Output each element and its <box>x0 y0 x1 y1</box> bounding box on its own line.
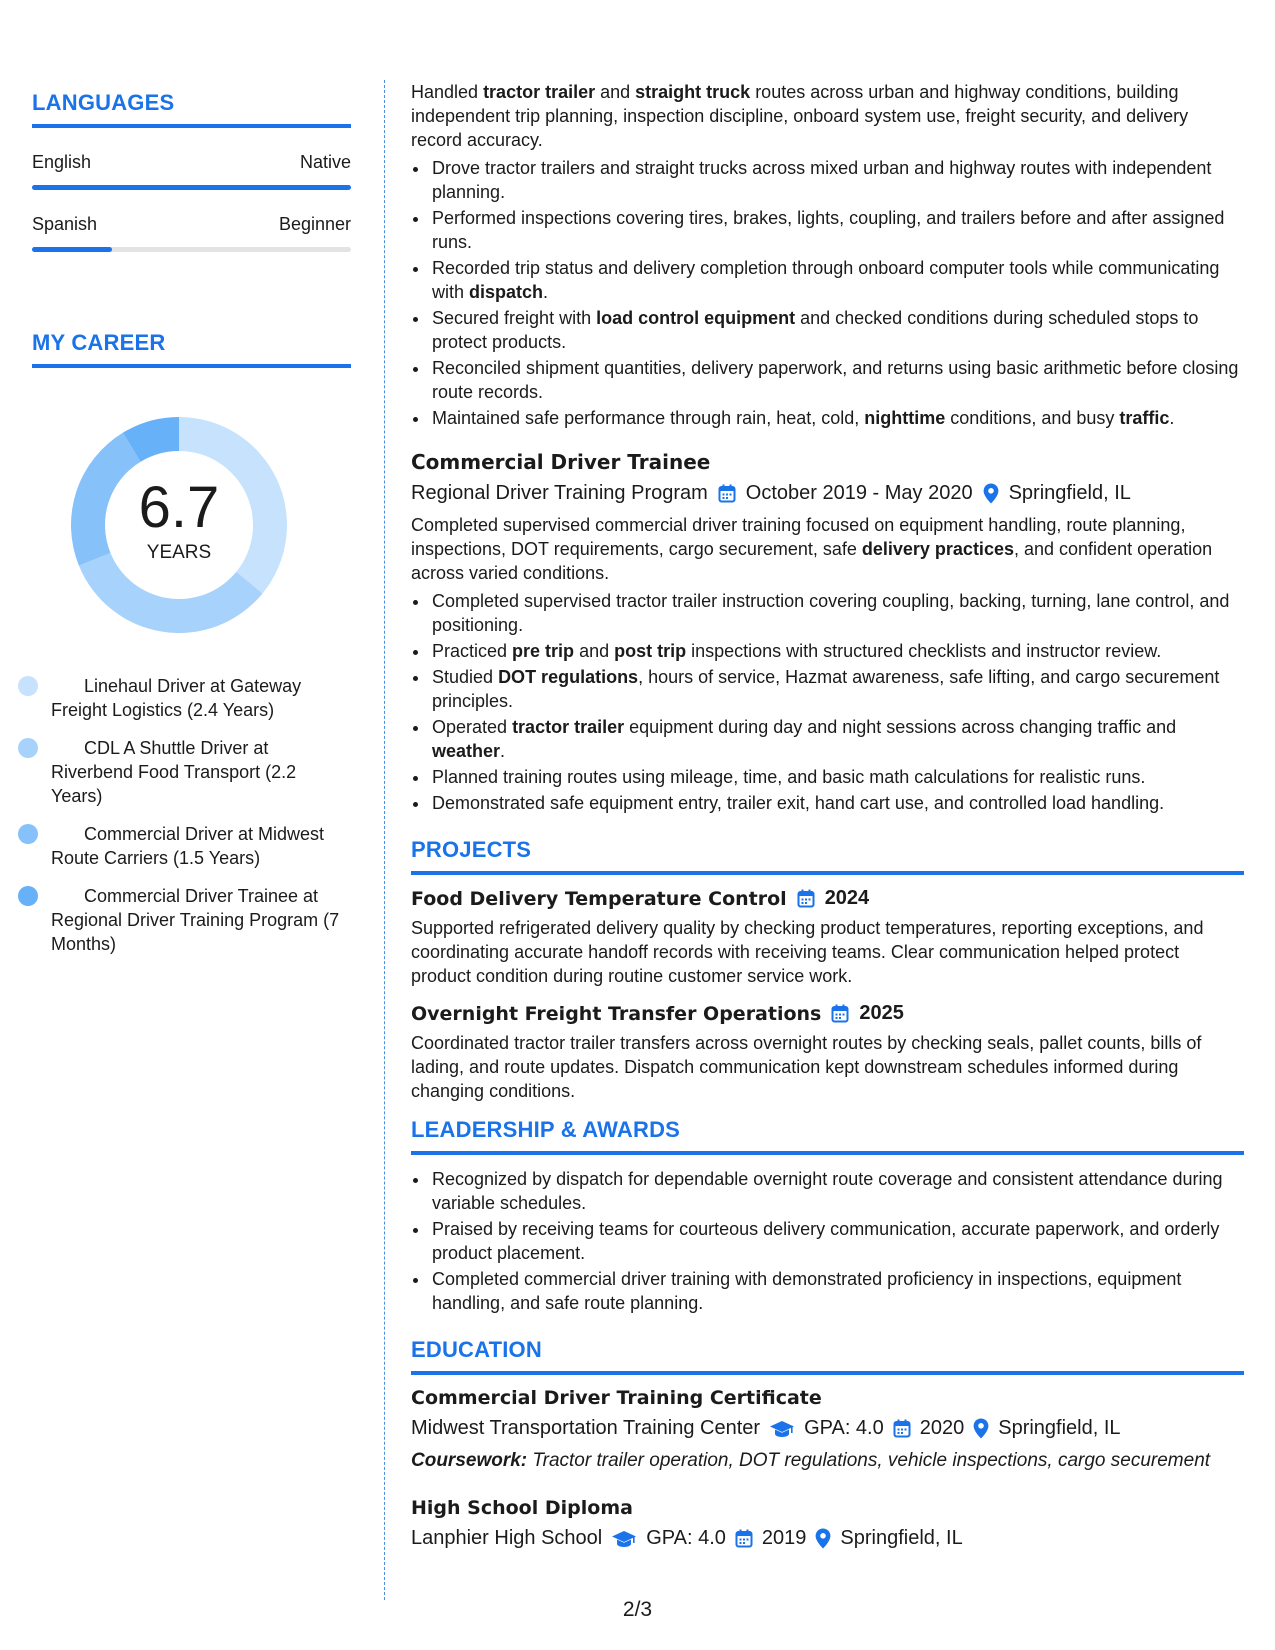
leadership-heading: LEADERSHIP & AWARDS <box>411 1117 681 1142</box>
bold-text: delivery practices <box>861 539 1014 559</box>
career-section <box>32 330 351 956</box>
text-part: and checked conditions during scheduled stops to protect products. <box>432 308 1199 352</box>
text-part: , and confident operation across varied conditions. <box>411 539 1213 583</box>
column-divider <box>384 80 385 1600</box>
education-school: Lanphier High School <box>411 1527 603 1549</box>
bullet-item: • Completed supervised tractor trailer instruction covering coupling, backing, turning, lane control, and positioning. <box>430 589 1244 637</box>
project-description: Coordinated tractor trailer transfers across overnight routes by checking seals, pallet counts, bills of lading, and route updates. Dispatch communication kept downstream schedules informed during changing conditions. <box>411 1033 1202 1101</box>
text-part: conditions, and busy <box>945 408 1120 428</box>
page-number: 2/3 <box>622 1598 653 1621</box>
text-part: Recorded trip status and delivery completion through onboard computer tools while communicating with <box>432 258 1220 302</box>
language-english <box>32 152 351 190</box>
education-item <box>411 1497 1244 1550</box>
bullet-item: • Praised by receiving teams for courteous delivery communication, accurate paperwork, and orderly product placement. <box>430 1217 1244 1265</box>
education-school: Midwest Transportation Training Center <box>411 1417 761 1439</box>
text-part: equipment during day and night sessions across changing traffic and <box>624 717 1177 737</box>
language-level: Beginner <box>278 214 351 234</box>
education-degree: Commercial Driver Training Certificate <box>411 1387 822 1409</box>
bold-text: weather <box>432 741 501 761</box>
section-rule <box>411 1371 1244 1375</box>
text-part: Practiced <box>432 641 513 661</box>
education-year: 2020 <box>919 1417 965 1439</box>
bullet-item: • Performed inspections covering tires, brakes, lights, coupling, and trailers before and after assigned runs. <box>430 206 1244 254</box>
text-part: and <box>595 82 636 102</box>
education-degree: High School Diploma <box>411 1497 633 1519</box>
education-meta <box>411 1417 1244 1440</box>
legend-dot <box>18 676 38 696</box>
project-title: Overnight Freight Transfer Operations <box>411 1002 822 1025</box>
text-part: . <box>543 282 549 302</box>
legend-item <box>51 884 351 956</box>
legend-dot <box>18 738 38 758</box>
project-item <box>411 1002 1244 1103</box>
section-rule <box>32 124 351 128</box>
job-location: Springfield, IL <box>1008 482 1131 504</box>
bold-text: tractor trailer <box>483 82 596 102</box>
education-heading: EDUCATION <box>411 1337 542 1362</box>
project-year: 2025 <box>859 1002 904 1024</box>
bullet-item: • Planned training routes using mileage, time, and basic math calculations for realistic runs. <box>430 765 1244 789</box>
job-summary <box>411 513 1244 585</box>
projects-section <box>411 837 1244 1103</box>
leadership-list <box>430 1167 1244 1315</box>
education-item <box>411 1387 1244 1473</box>
job-dates: October 2019 - May 2020 <box>745 482 973 504</box>
education-location: Springfield, IL <box>840 1527 963 1549</box>
project-description: Supported refrigerated delivery quality by checking product temperatures, reporting exceptions, and coordinating accurate handoff records with receiving teams. Clear communication helped protect product condition during routine customer service work. <box>411 918 1204 986</box>
legend-label: Linehaul Driver at Gateway Freight Logistics (2.4 Years) <box>51 676 302 720</box>
text-part: . <box>1169 408 1175 428</box>
bullet-item <box>430 665 1244 713</box>
bullet-item <box>430 256 1244 304</box>
calendar-icon <box>718 484 736 503</box>
education-year: 2019 <box>761 1527 807 1549</box>
text-part: Maintained safe performance through rain, heat, cold, <box>432 408 865 428</box>
bullet-item: • Demonstrated safe equipment entry, trailer exit, hand cart use, and controlled load handling. <box>430 791 1244 815</box>
bold-text: straight truck <box>635 82 751 102</box>
language-name: English <box>32 152 92 172</box>
text-part: Operated <box>432 717 513 737</box>
legend-item <box>51 674 351 722</box>
bold-text: load control equipment <box>596 308 796 328</box>
donut-center <box>66 412 292 638</box>
bullet-item <box>430 406 1244 430</box>
text-part: Completed supervised commercial driver training focused on equipment handling, route planning, inspections, DOT requirements, cargo securement, safe <box>411 515 1186 559</box>
bold-text: pre trip <box>512 641 575 661</box>
career-legend <box>32 674 351 956</box>
education-coursework <box>411 1448 1244 1473</box>
job-bullets <box>430 156 1244 430</box>
language-proficiency-bar <box>32 247 351 252</box>
text-part: , hours of service, Hazmat awareness, safe lifting, and cargo securement principles. <box>432 667 1220 711</box>
location-pin-icon <box>973 1418 989 1439</box>
bold-text: DOT regulations <box>498 667 639 687</box>
job-summary <box>411 80 1244 152</box>
legend-item <box>51 822 351 870</box>
languages-heading: LANGUAGES <box>32 90 175 115</box>
section-rule <box>411 1151 1244 1155</box>
bullet-item: • Reconciled shipment quantities, delivery paperwork, and returns using basic arithmetic before closing route records. <box>430 356 1244 404</box>
text-part: routes across urban and highway conditions, building independent trip planning, inspection discipline, onboard system use, freight security, and delivery record accuracy. <box>411 82 1189 150</box>
project-header <box>411 887 1244 910</box>
career-total-years: 6.7 <box>138 475 220 540</box>
left-column <box>32 90 351 970</box>
section-rule <box>411 871 1244 875</box>
bullet-item: • Completed commercial driver training with demonstrated proficiency in inspections, equipment handling, and safe route planning. <box>430 1267 1244 1315</box>
bold-text: post trip <box>614 641 687 661</box>
language-proficiency-fill <box>32 247 112 252</box>
language-name: Spanish <box>32 214 98 234</box>
education-meta <box>411 1527 1244 1550</box>
coursework-text: Tractor trailer operation, DOT regulations, vehicle inspections, cargo securement <box>527 1450 1211 1471</box>
legend-label: Commercial Driver at Midwest Route Carriers (1.5 Years) <box>51 824 325 868</box>
job-title: Commercial Driver Trainee <box>411 450 711 474</box>
leadership-section <box>411 1117 1244 1315</box>
legend-item <box>51 736 351 808</box>
location-pin-icon <box>815 1528 831 1549</box>
legend-label: CDL A Shuttle Driver at Riverbend Food Transport (2.2 Years) <box>51 738 297 806</box>
job-company: Regional Driver Training Program <box>411 482 708 504</box>
right-column <box>411 80 1244 1550</box>
legend-dot <box>18 824 38 844</box>
career-heading: MY CAREER <box>32 330 166 355</box>
project-title: Food Delivery Temperature Control <box>411 887 787 910</box>
education-gpa: GPA: 4.0 <box>804 1417 884 1439</box>
experience-continued <box>411 80 1244 430</box>
education-location: Springfield, IL <box>998 1417 1121 1439</box>
legend-dot <box>18 886 38 906</box>
bullet-item <box>430 639 1244 663</box>
bullet-item: • Drove tractor trailers and straight trucks across mixed urban and highway routes with independent planning. <box>430 156 1244 204</box>
bold-text: dispatch <box>469 282 544 302</box>
bullet-item <box>430 715 1244 763</box>
language-spanish <box>32 214 351 252</box>
job-bullets <box>430 589 1244 815</box>
calendar-icon <box>831 1004 849 1023</box>
text-part: Studied <box>432 667 499 687</box>
calendar-icon <box>893 1419 911 1438</box>
language-proficiency-fill <box>32 185 351 190</box>
project-header <box>411 1002 1244 1025</box>
bullet-item: • Recognized by dispatch for dependable overnight route coverage and consistent attendance during variable schedules. <box>430 1167 1244 1215</box>
bold-text: nighttime <box>864 408 946 428</box>
project-item <box>411 887 1244 988</box>
bold-text: tractor trailer <box>512 717 625 737</box>
languages-section <box>32 90 351 252</box>
calendar-icon <box>735 1529 753 1548</box>
graduation-cap-icon <box>611 1530 637 1548</box>
coursework-label: Coursework: <box>411 1450 528 1471</box>
legend-label: Commercial Driver Trainee at Regional Driver Training Program (7 Months) <box>51 886 340 954</box>
bullet-item <box>430 306 1244 354</box>
bold-text: traffic <box>1119 408 1170 428</box>
education-gpa: GPA: 4.0 <box>646 1527 726 1549</box>
section-rule <box>32 364 351 368</box>
calendar-icon <box>797 889 815 908</box>
job-meta <box>411 482 1244 505</box>
text-part: inspections with structured checklists and instructor review. <box>686 641 1162 661</box>
location-pin-icon <box>983 483 999 504</box>
text-part: Handled <box>411 82 484 102</box>
graduation-cap-icon <box>769 1420 795 1438</box>
text-part: and <box>574 641 615 661</box>
language-proficiency-bar <box>32 185 351 190</box>
career-donut-chart <box>66 412 292 638</box>
projects-heading: PROJECTS <box>411 837 532 862</box>
job-entry-trainee <box>411 450 1244 815</box>
career-total-unit: YEARS <box>146 542 212 563</box>
education-section <box>411 1337 1244 1550</box>
language-level: Native <box>299 152 351 172</box>
text-part: . <box>500 741 506 761</box>
text-part: Secured freight with <box>432 308 597 328</box>
project-year: 2024 <box>824 887 870 909</box>
